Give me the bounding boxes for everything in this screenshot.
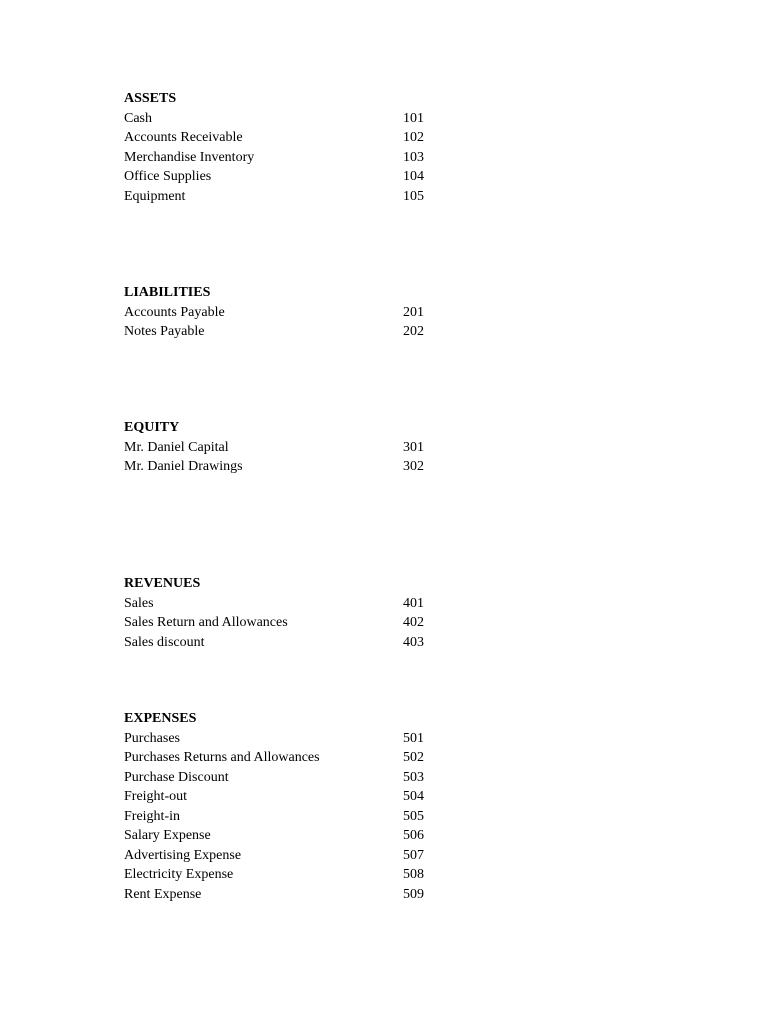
section-heading: ASSETS [124, 91, 177, 106]
section-heading: EQUITY [124, 420, 180, 435]
account-row [124, 167, 444, 187]
account-code: 502 [403, 750, 424, 765]
account-name: Mr. Daniel Capital [124, 439, 229, 455]
section-heading: EXPENSES [124, 711, 197, 726]
account-row [124, 303, 444, 323]
account-name: Salary Expense [124, 828, 211, 843]
account-row [124, 128, 444, 148]
account-name: Purchase Discount [124, 769, 229, 785]
account-row [124, 768, 444, 788]
account-row [124, 109, 444, 129]
account-row [124, 729, 444, 749]
account-name: Notes Payable [124, 324, 205, 339]
account-code: 508 [403, 867, 424, 882]
section-expenses [124, 709, 444, 904]
account-name: Sales discount [124, 634, 205, 650]
account-code: 201 [403, 304, 424, 320]
account-name: Electricity Expense [124, 867, 234, 882]
account-row [124, 457, 444, 477]
section-liabilities [124, 283, 444, 342]
account-code: 101 [403, 110, 424, 126]
account-row [124, 322, 444, 342]
account-name: Mr. Daniel Drawings [124, 459, 243, 474]
account-name: Freight-out [124, 789, 187, 804]
account-code: 505 [403, 808, 424, 824]
account-name: Sales [124, 595, 154, 611]
account-row [124, 148, 444, 168]
account-row [124, 594, 444, 614]
account-code: 402 [403, 615, 424, 630]
account-row [124, 787, 444, 807]
account-code: 501 [403, 730, 424, 746]
account-name: Cash [124, 110, 152, 126]
account-row [124, 438, 444, 458]
account-row [124, 633, 444, 653]
section-heading: LIABILITIES [124, 285, 211, 300]
account-row [124, 885, 444, 905]
account-name: Advertising Expense [124, 847, 242, 863]
account-name: Merchandise Inventory [124, 149, 255, 165]
account-name: Purchases [124, 730, 180, 746]
account-code: 302 [403, 459, 424, 474]
account-code: 103 [403, 149, 424, 165]
account-name: Accounts Payable [124, 304, 225, 320]
account-name: Rent Expense [124, 886, 202, 902]
account-row [124, 846, 444, 866]
section-revenues [124, 574, 444, 652]
account-row [124, 748, 444, 768]
account-name: Sales Return and Allowances [124, 615, 288, 630]
account-code: 104 [403, 169, 424, 184]
account-code: 301 [403, 439, 424, 455]
account-code: 102 [403, 130, 424, 145]
section-heading: REVENUES [124, 576, 201, 591]
account-code: 401 [403, 595, 424, 611]
section-assets [124, 89, 444, 206]
account-code: 202 [403, 324, 424, 339]
account-name: Accounts Receivable [124, 130, 243, 145]
account-code: 506 [403, 828, 424, 843]
account-row [124, 613, 444, 633]
account-name: Purchases Returns and Allowances [124, 750, 320, 765]
account-code: 507 [403, 847, 424, 863]
account-row [124, 826, 444, 846]
account-code: 504 [403, 789, 424, 804]
account-name: Equipment [124, 188, 186, 204]
account-code: 105 [403, 188, 424, 204]
account-code: 503 [403, 769, 424, 785]
account-code: 403 [403, 634, 424, 650]
account-row [124, 865, 444, 885]
section-equity [124, 418, 444, 477]
account-row [124, 187, 444, 207]
account-code: 509 [403, 886, 424, 902]
account-row [124, 807, 444, 827]
account-name: Office Supplies [124, 169, 212, 184]
account-name: Freight-in [124, 808, 180, 824]
